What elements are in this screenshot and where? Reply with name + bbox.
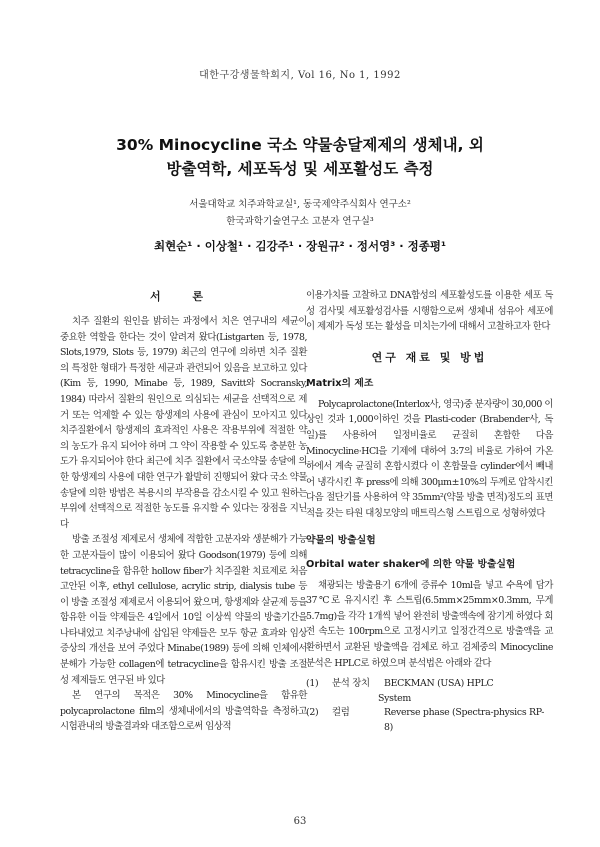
left-column — [60, 288, 307, 735]
item-label: 분석 장치 — [332, 678, 370, 690]
right-column — [306, 288, 553, 735]
item-label: 컬럼 — [332, 707, 350, 719]
author-list: 최현순¹ · 이상철¹ · 김강주¹ · 장원규² · 정서영³ · 정종평¹ — [153, 239, 447, 253]
paper-title — [40, 133, 560, 181]
subheading-matrix: Matrix의 제조 — [306, 377, 374, 389]
method-item — [306, 677, 553, 706]
journal-header: 대한구강생물학회지, Vol 16, No 1, 1992 — [199, 70, 401, 81]
section-heading-methods: 연구 재료 및 방법 — [371, 350, 488, 364]
item-value: BECKMAN (USA) HPLC — [384, 678, 494, 690]
subheading-shaker-test: Orbital water shaker에 의한 약물 방출실험 — [306, 558, 516, 570]
section-heading-introduction: 서 론 — [149, 290, 218, 303]
body-paragraph: 본 연구의 목적은 30% Minocycline을 함유한 polycaprolactone film의 생체내에서의 방출역학을 측정하고 시험관내의 방출결과와 대조함으로써 임상적 — [60, 690, 307, 733]
item-number: (1) — [306, 678, 319, 690]
title-line-2: 방출역학, 세포독성 및 세포활성도 측정 — [166, 160, 434, 178]
body-paragraph: Polycaprolactone(Interlox사, 영국)중 분자량이 30,000 이상인 것과 1,000이하인 것을 Plasti-coder (Brabender사, 독일)를 사용하여 일정비율로 균질히 혼합한 다음 Minocycline·HCl을 기제에 대하여 3:7의 비율로 가하여 가온하에서 계속 균질히 혼합시켰다 이 혼합물을 cylinder에서 빼내어 냉각시킨 후 press에 의해 300μm±10%의 두께로 압착시킨 다음 절단기를 사용하여 약 35mm²(약물 방출 면적)정도의 표면적을 갖는 타원 대칭모양의 매트릭스형 스트립으로 성형하였다 — [306, 398, 553, 519]
title-line-1: 30% Minocycline 국소 약물송달제제의 생체내, 외 — [116, 136, 484, 154]
page-number: 63 — [293, 816, 307, 827]
body-paragraph: 채광되는 방출용기 6개에 증류수 10ml을 넣고 수욕에 담가 37℃로 유지시킨 후 스트립(6.5mm×25mm×0.3mm, 무게 5.7mg)을 각각 1개씩 넣어 완전히 방출액속에 잠기게 하였다 회전 속도는 100rpm으로 고정시키고 일정간격으로 방출액을 교환하면서 교환된 방출액을 검체로 하고 검체중의 Minocycline분석은 HPLC로 하였으며 분석법은 아래와 같다 — [306, 579, 553, 669]
item-value: Reverse phase (Spectra-physics RP-8) — [384, 707, 545, 733]
affiliations — [60, 196, 540, 230]
body-paragraph: 치주 질환의 원인을 밝히는 과정에서 치은 연구내의 세균이 중요한 역할을 한다는 것이 알려져 왔다(Listgarten 등, 1978, Slots,1979, Slots 등, 1979) 최근의 연구에 의하면 치주 질환의 특정한 형태가 특정한 세균과 관련되어 있음을 보고하고 있다(Kim 등, 1990, Minabe 등, 1989, Savitt와 Socransky, 1984) 따라서 질환의 원인으로 의심되는 세균을 선택적으로 제거 또는 억제할 수 있는 항생제의 사용에 관심이 모아지고 있다 치주질환에서 항생제의 효과적인 사용은 작용부위에 적절한 약의 농도가 유지 되어야 하며 그 약이 작용할 수 있도록 충분한 농도가 유지되어야 한다 최근에 치주 질환에서 국소약물 송달에 의한 항생제의 사용에 대한 연구가 활발히 진행되어 왔다 국소 약물송달에 의한 방법은 복용시의 부작용을 감소시킬 수 있고 원하는 부위에 선택적으로 적절한 농도를 유지할 수 있다는 장점을 지닌다 — [60, 316, 307, 530]
affiliation-line: 한국과학기술연구소 고분자 연구실³ — [226, 216, 374, 227]
item-value-continuation: System — [378, 692, 411, 704]
method-item — [306, 706, 553, 735]
subheading-release-test: 약물의 방출실험 — [306, 534, 376, 546]
body-paragraph: 이용가치를 고찰하고 DNA합성의 세포활성도를 이용한 세포 독성 검사및 세포활성검사를 시행함으로써 생체내 섬유아 세포에 이 제제가 독성 또는 활성을 미치는가에 대해서 고찰하고자 한다 — [306, 290, 553, 333]
item-number: (2) — [306, 707, 319, 719]
body-paragraph: 방출 조절성 제제로서 생체에 적합한 고분자와 생분해가 가능한 고분자들이 많이 이용되어 왔다 Goodson(1979) 등에 의해 tetracycline을 함유한 hollow fiber가 치주질환 치료제로 처음 고안된 이후, ethyl cellulose, acrylic strip, dialysis tube 등이 방출 조절성 제제로서 이용되어 왔으며, 항생제와 살균제 등을 함유한 이들 약제들은 4일에서 10일 이상씩 약물의 방출기간을 나타내었고 치주낭내에 삽입된 약제들은 모두 항균 효과와 임상증상의 개선을 보여 주었다 Minabe(1989) 등에 의해 인체에서 분해가 가능한 collagen에 tetracycline을 함유시킨 방출 조절성 제제들도 연구된 바 있다 — [60, 534, 307, 686]
affiliation-line: 서울대학교 치주과학교실¹, 동국제약주식회사 연구소² — [189, 199, 411, 210]
